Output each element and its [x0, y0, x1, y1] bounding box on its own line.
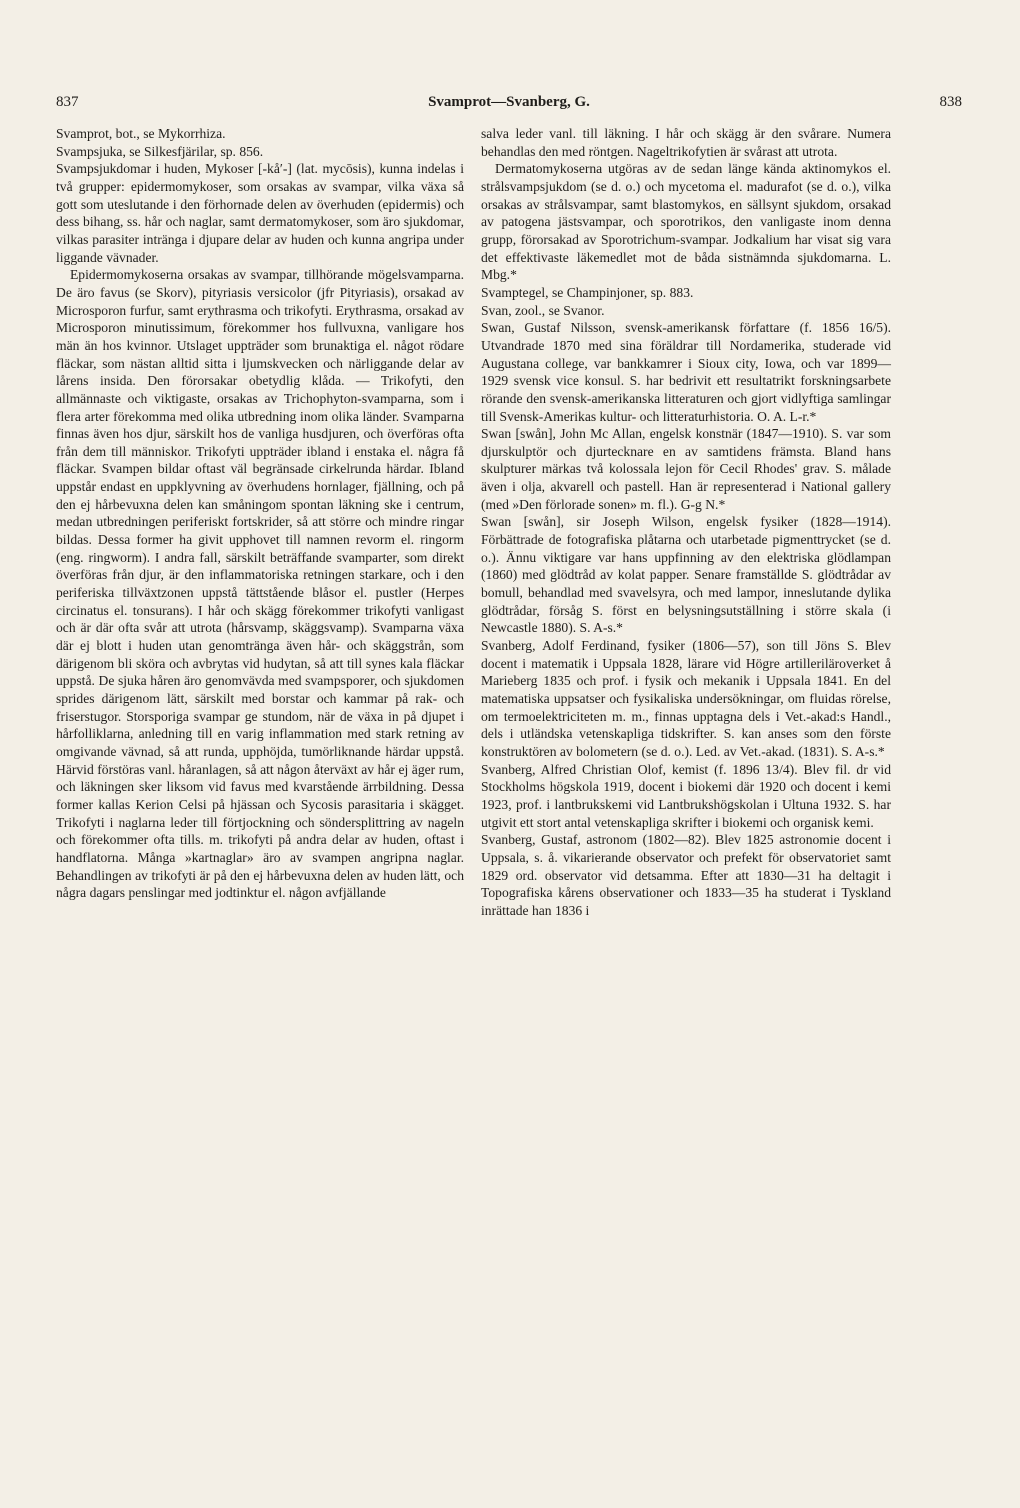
entry-svampsjukdomar: Svampsjukdomar i huden, Mykoser [-kå′-] (lat. mycōsis), kunna indelas i två grupper: epidermomykoser, som orsakas av svampar, vilka växa så gott som uteslutande i den förhornade delen av överhuden (epidermis) och dess bihang, ss. hår och naglar, samt dermatomykoser, som äro sjukdomar, vilkas parasiter intränga i djupare delar av huden och kunna angripa under liggande vävnader. [56, 161, 464, 265]
page-number-left: 837 [56, 94, 79, 110]
entry-swan-gustaf: Swan, Gustaf Nilsson, svensk-amerikansk författare (f. 1856 16/5). Utvandrade 1870 med sina föräldrar till Nordamerika, studerade vid Augustana college, var bankkamrer i Sioux city, Iowa, och var 1899—1929 svensk vice konsul. S. har bedrivit ett resultatrikt forskningsarbete rörande den svensk-amerikanska litteraturen och gjort vidlyftiga samlingar till Svensk-Amerikas kultur- och litteraturhistoria. O. A. L-r.* [481, 320, 891, 424]
right-column [481, 125, 891, 920]
entry-svampsjukdomar-cont: salva leder vanl. till läkning. I hår och skägg är den svårare. Numera behandlas den med röntgen. Nageltrikofytien är svårast att utrota. [481, 126, 891, 159]
entry-svampsjukdomar-dermatomykoser: Dermatomykoserna utgöras av de sedan länge kända aktinomykos el. strålsvampsjukdom (se d. o.) och mycetoma el. madurafot (se d. o.), vilka orsakas av strålsvampar, samt blastomykos, en sällsynt sjukdom, orsakad av patogena jästsvampar, och sporotrikos, den vanligaste inom denna grupp, förorsakad av Sporotrichum-svampar. Jodkalium har visat sig vara det effektivaste läkemedlet mot de båda sistnämnda sjukdomarna. L. Mbg.* [481, 161, 891, 283]
entry-svanberg-adolf: Svanberg, Adolf Ferdinand, fysiker (1806—57), son till Jöns S. Blev docent i matematik i Uppsala 1828, lärare vid Högre artilleriläroverket å Marieberg 1835 och prof. i fysik och mekanik i Uppsala 1841. En del matematiska uppsatser och fysikaliska undersökningar, om fluidas rörelse, om termoelektriciteten m. m., finnas upptagna dels i Vet.-akad:s Handl., dels i utländska vetenskapliga tidskrifter. S. kan anses som den förste konstruktören av bolometern (se d. o.). Led. av Vet.-akad. (1831). S. A-s.* [481, 638, 891, 759]
entry-svamprot: Svamprot, bot., se Mykorrhiza. [56, 126, 226, 141]
entry-svampsjuka: Svampsjuka, se Silkesfjärilar, sp. 856. [56, 143, 264, 159]
page-number-right: 838 [939, 94, 962, 110]
running-title: Svamprot—Svanberg, G. [428, 94, 590, 110]
running-header [56, 94, 962, 116]
entry-svamptegel: Svamptegel, se Champinjoner, sp. 883. [481, 284, 694, 300]
left-column [56, 125, 464, 902]
entry-swan-john: Swan [swån], John Mc Allan, engelsk konstnär (1847—1910). S. var som djurskulptör och djurtecknare en av samtidens främsta. Bland hans skulpturer märkas två kolossala lejon för Cecil Rhodes' grav. S. målade även i olja, akvarell och pastell. Han är representerad i National gallery (med »Den förlorade sonen» m. fl.). G-g N.* [481, 426, 891, 512]
entry-svanberg-gustaf: Svanberg, Gustaf, astronom (1802—82). Blev 1825 astronomie docent i Uppsala, s. å. vikarierande observator och prefekt för observatoriet samt 1829 ord. observator vid detsamma. Efter att 1830—31 ha deltagit i Topografiska kårens observationer och 1833—35 ha studerat i Tyskland inrättade han 1836 i [481, 832, 891, 918]
entry-svanberg-alfred: Svanberg, Alfred Christian Olof, kemist (f. 1896 13/4). Blev fil. dr vid Stockholms högskola 1919, docent i biokemi där 1920 och docent i kemi 1923, prof. i lantbrukskemi vid Lantbrukshögskolan i Ultuna 1932. S. har utgivit ett stort antal vetenskapliga skrifter i biokemi och organisk kemi. [481, 761, 891, 830]
entry-svampsjukdomar-epidermomykoser: Epidermomykoserna orsakas av svampar, tillhörande mögelsvamparna. De äro favus (se Skorv), pityriasis versicolor (jfr Pityriasis), orsakad av Microsporon furfur, samt erythrasma och trikofyti. Erythrasma, orsakad av Microsporon minutissimum, förekommer hos fullvuxna, vanligare hos män än hos kvinnor. Utslaget uppträder som brunaktiga el. något rödare fläckar, som nästan alltid sitta i ljumskvecken och närliggande delar av lårens insida. Den förorsakar obetydlig klåda. — Trikofyti, den allmännaste och viktigaste, orsakas av Trichophyton-svamparna, som i flera arter förekomma med olika utbredning inom olika länder. Svamparna finnas även hos djur, särskilt hos de vanliga husdjuren, och överföras ofta från dem till människor. Trikofyti uppträder ibland i enstaka el. några få fläckar. Svampen bildar oftast väl begränsade cirkelrunda härdar. Ibland uppstår endast en uppklyvning av överhudens hornlager, fjällning, och på den ej hårbevuxna delen kan småningom spontan läkning ske i centrum, medan utbredningen periferiskt fortskrider, så att större och mindre ringar bildas. Dessa former ha givit upphovet till namnen revorm el. ringorm (eng. ringworm). I andra fall, särskilt beträffande svamparter, som direkt överföras från djur, är den inflammatoriska retningen starkare, och i den periferiska tillväxtzonen uppstå tättstående blåsor el. pustler (Herpes circinatus el. tonsurans). I hår och skägg förekommer trikofyti vanligast och är där ofta svår att utrota (hårsvamp, skäggsvamp). Svamparna växa där ej blott i huden utan genomtränga även hår- och skäggstrån, som därigenom bli sköra och avbrytas vid hudytan, så att till synes kala fläckar uppstå. De sjuka håren äro genomvävda med svampsporer, och sjukdomen sprides därigenom lätt, särskilt med borstar och kammar på rak- och friserstugor. Storsporiga svampar ge stundom, när de växa in på djupet i hårfolliklarna, anledning till en varig inflammation med stark retning av omgivande vävnad, så att runda, upphöjda, tumörliknande härdar uppstå. Härvid förstöras vanl. håranlagen, så att någon återväxt av hår ej äger rum, och läkningen sker liksom vid favus med kvarstående ärrbildning. Dessa former kallas Kerion Celsi på hjässan och Sycosis parasitaria i skägget. Trikofyti i naglarna leder till förtjockning och söndersplittring av nageln och förekommer ofta tills. m. trikofyti på andra delar av huden, oftast i handflatorna. Många »kartnaglar» äro av svampen angripna naglar. Behandlingen av trikofyti är på den ej hårbevuxna delen av huden lätt, och några dagars penslingar med jodtinktur el. någon avfjällande [56, 267, 464, 901]
entry-swan-joseph: Swan [swån], sir Joseph Wilson, engelsk fysiker (1828—1914). Förbättrade de fotografiska plåtarna och utarbetade pigmenttrycket (se d. o.). Ännu viktigare var hans uppfinning av den elektriska glödlampan (1860) med glödtråd av kolat papper. Senare framställde S. glödtrådar av bomull, behandlad med svavelsyra, och med lampor, inneslutande dylika glödtrådar, försåg S. först en belysningsutställning i större skala (i Newcastle 1880). S. A-s.* [481, 514, 891, 636]
entry-svan: Svan, zool., se Svanor. [481, 302, 605, 318]
